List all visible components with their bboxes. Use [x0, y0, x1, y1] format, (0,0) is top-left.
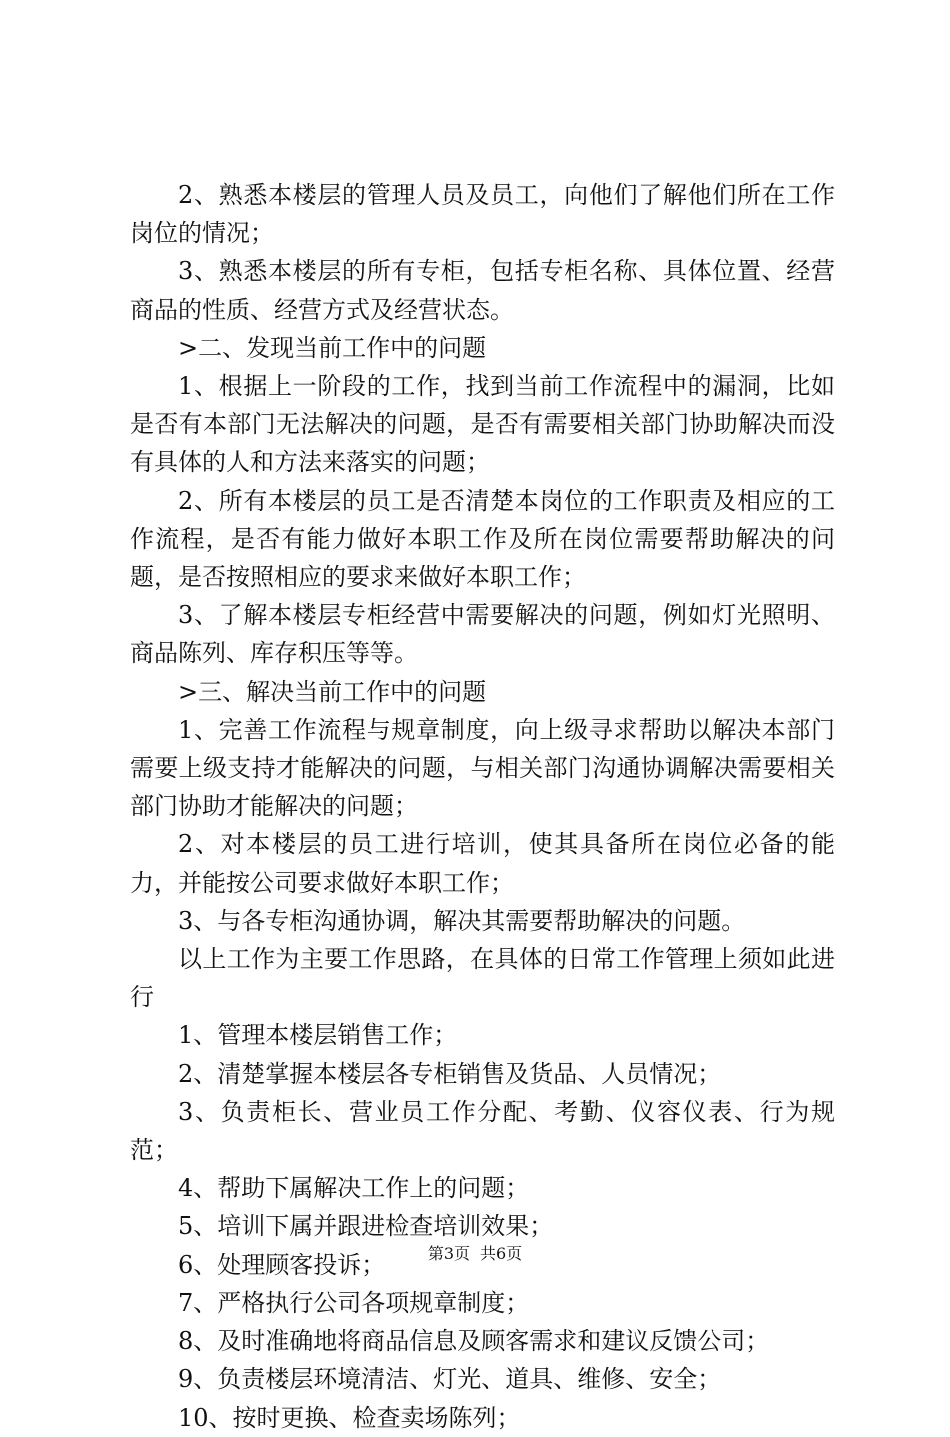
paragraph: 3、与各专柜沟通协调，解决其需要帮助解决的问题。 [178, 906, 746, 935]
paragraph: 1、根据上一阶段的工作，找到当前工作流程中的漏洞，比如是否有本部门无法解决的问题，是否有需要相关部门协助解决而没有具体的人和方法来落实的问题； [130, 372, 835, 477]
list-item: 6、处理顾客投诉； [178, 1250, 386, 1279]
paragraph: 3、了解本楼层专柜经营中需要解决的问题，例如灯光照明、商品陈列、库存积压等等。 [130, 601, 835, 668]
list-item: 9、负责楼层环境清洁、灯光、道具、维修、安全； [178, 1365, 722, 1394]
page-total: 共6页 [480, 1244, 523, 1263]
list-item: 3、负责柜长、营业员工作分配、考勤、仪容仪表、行为规范； [130, 1097, 835, 1165]
list-item: 8、及时准确地将商品信息及顾客需求和建议反馈公司； [178, 1327, 770, 1356]
page-footer [0, 1244, 950, 1264]
paragraph: 2、所有本楼层的员工是否清楚本岗位的工作职责及相应的工作流程，是否有能力做好本职工作及所在岗位需要帮助解决的问题，是否按照相应的要求来做好本职工作； [130, 486, 835, 592]
page-number: 第3页 [427, 1244, 470, 1263]
list-item: 7、严格执行公司各项规章制度； [178, 1288, 530, 1317]
paragraph: 以上工作为主要工作思路，在具体的日常工作管理上须如此进行 [130, 945, 835, 1012]
paragraph: 2、对本楼层的员工进行培训，使其具备所在岗位必备的能力，并能按公司要求做好本职工作； [130, 830, 835, 897]
section-heading: >三、解决当前工作中的问题 [178, 677, 487, 706]
list-item: 10、按时更换、检查卖场陈列； [178, 1403, 521, 1432]
paragraph: 1、完善工作流程与规章制度，向上级寻求帮助以解决本部门需要上级支持才能解决的问题，与相关部门沟通协调解决需要相关部门协助才能解决的问题； [130, 715, 835, 821]
list-item: 2、清楚掌握本楼层各专柜销售及货品、人员情况； [178, 1059, 722, 1088]
list-item: 4、帮助下属解决工作上的问题； [178, 1174, 530, 1203]
list-item: 5、培训下属并跟进检查培训效果； [178, 1212, 554, 1241]
section-heading: >二、发现当前工作中的问题 [178, 333, 487, 362]
paragraph: 3、熟悉本楼层的所有专柜，包括专柜名称、具体位置、经营商品的性质、经营方式及经营状态。 [130, 257, 835, 324]
list-item: 1、管理本楼层销售工作； [178, 1021, 458, 1050]
paragraph: 2、熟悉本楼层的管理人员及员工，向他们了解他们所在工作岗位的情况； [130, 181, 835, 248]
